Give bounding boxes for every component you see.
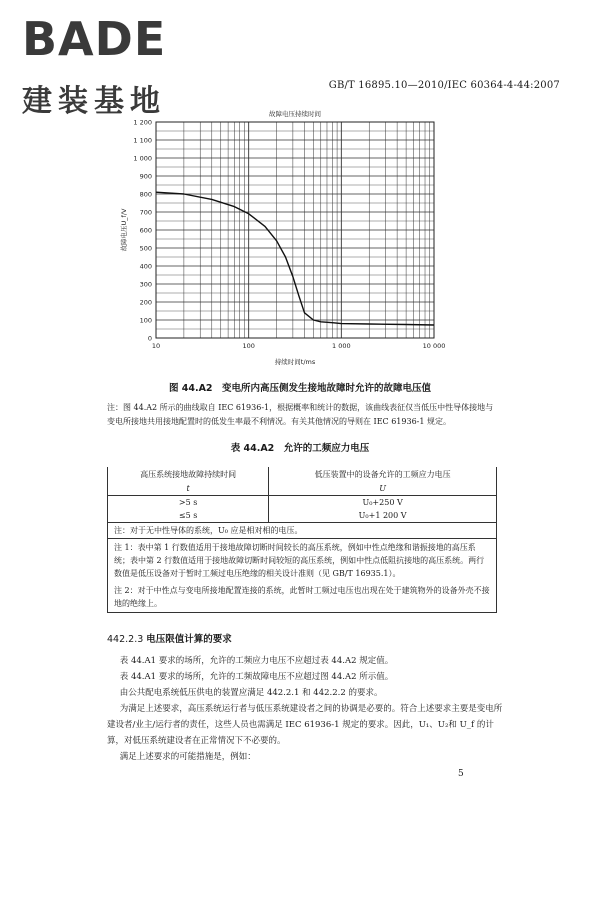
col1-header: 高压系统接地故障持续时间 xyxy=(108,467,269,482)
y-tick-label: 0 xyxy=(147,334,152,343)
paragraph: 满足上述要求的可能措施是，例如： xyxy=(119,752,256,762)
figure-note: 注：图 44.A2 所示的曲线取自 IEC 61936-1，根据概率和统计的数据，该曲线表征仅当低压中性导体接地与变电所接地共用接地配置时的低发生率最不利情况。有关其他情况的导则在 IEC 61936-1 规定。 xyxy=(107,403,494,426)
table-caption: 表 44.A2 允许的工频应力电压 xyxy=(230,443,370,454)
table-row xyxy=(108,509,497,523)
y-tick-label: 600 xyxy=(139,226,152,235)
table-cell-u: U₀+1 200 V xyxy=(269,509,497,523)
x-tick-label: 100 xyxy=(242,342,255,350)
logo xyxy=(10,8,170,119)
table-footnote: 注：对于无中性导体的系统，U₀ 应是相对相的电压。 xyxy=(108,523,497,539)
table-note-row xyxy=(108,582,497,613)
y-tick-label: 300 xyxy=(139,280,152,289)
chart-svg xyxy=(100,106,460,370)
y-tick-label: 100 xyxy=(139,316,152,325)
table-footnote-row xyxy=(108,523,497,539)
table-header-row xyxy=(108,467,497,482)
paragraph: 表 44.A1 要求的场所，允许的工频故障电压不应超过图 44.A2 所示值。 xyxy=(119,672,394,682)
col2-symbol: U xyxy=(269,482,497,496)
standard-number: GB/T 16895.10—2010/IEC 60364-4-44:2007 xyxy=(328,80,560,91)
table-cell-u: U₀+250 V xyxy=(269,496,497,510)
paragraph: 为满足上述要求，高压系统运行者与低压系统建设者之间的协调是必要的。符合上述要求主要是变电所建设者/业主/运行者的责任，这些人员也需满足 IEC 61936-1 规定的要求。因此，U₁、U₂和 U_f 的计算，对低压系统建设者在正常情况下不必要的。 xyxy=(107,704,503,746)
section-heading xyxy=(107,631,232,645)
x-tick-label: 10 xyxy=(151,342,161,350)
logo-subtitle: 建装基地 xyxy=(22,84,166,119)
y-tick-label: 1 000 xyxy=(133,154,152,163)
x-axis-label: 持续时间t/ms xyxy=(274,358,316,366)
fault-voltage-chart xyxy=(100,106,460,370)
table-note-row xyxy=(108,539,497,583)
paragraph: 表 44.A1 要求的场所，允许的工频应力电压不应超过表 44.A2 规定值。 xyxy=(119,656,394,666)
section-number: 442.2.3 xyxy=(107,634,144,645)
paragraph: 由公共配电系统低压供电的装置应满足 442.2.1 和 442.2.2 的要求。 xyxy=(119,688,383,698)
chart-title: 故障电压持续时间 xyxy=(269,110,321,118)
y-tick-label: 800 xyxy=(139,190,152,199)
y-tick-label: 500 xyxy=(139,244,152,253)
table-row xyxy=(108,496,497,510)
y-tick-label: 900 xyxy=(139,172,152,181)
x-tick-label: 1 000 xyxy=(332,342,351,350)
table-note-1: 注 1：表中第 1 行数值适用于接地故障切断时间较长的高压系统，例如中性点绝缘和谐振接地的高压系统；表中第 2 行数值适用于接地故障切断时间较短的高压系统，例如中性点低阻抗接地的高压系统。两行数值是低压设备对于暂时工频过电压绝缘的相关设计准则（见 GB/T 16935.1）。 xyxy=(108,539,497,583)
y-tick-label: 400 xyxy=(139,262,152,271)
page-number: 5 xyxy=(458,769,464,779)
y-tick-label: 700 xyxy=(139,208,152,217)
voltage-table xyxy=(107,467,497,613)
section-title: 电压限值计算的要求 xyxy=(146,634,232,645)
y-tick-label: 200 xyxy=(139,298,152,307)
col1-symbol: t xyxy=(108,482,269,496)
figure-caption: 图 44.A2 变电所内高压侧发生接地故障时允许的故障电压值 xyxy=(168,383,432,394)
logo-text: BADE xyxy=(22,12,167,66)
y-axis-label: 故障电压U_f/V xyxy=(120,208,128,252)
table-cell-t: ≤5 s xyxy=(108,509,269,523)
table-cell-t: >5 s xyxy=(108,496,269,510)
y-tick-label: 1 100 xyxy=(133,136,152,145)
y-tick-label: 1 200 xyxy=(133,118,152,127)
x-tick-label: 10 000 xyxy=(422,342,446,350)
table-note-2: 注 2：对于中性点与变电所接地配置连接的系统，此暂时工频过电压也出现在处于建筑物外的设备外壳不接地的绝缘上。 xyxy=(108,582,497,613)
table-symbol-row xyxy=(108,482,497,496)
col2-header: 低压装置中的设备允许的工频应力电压 xyxy=(269,467,497,482)
